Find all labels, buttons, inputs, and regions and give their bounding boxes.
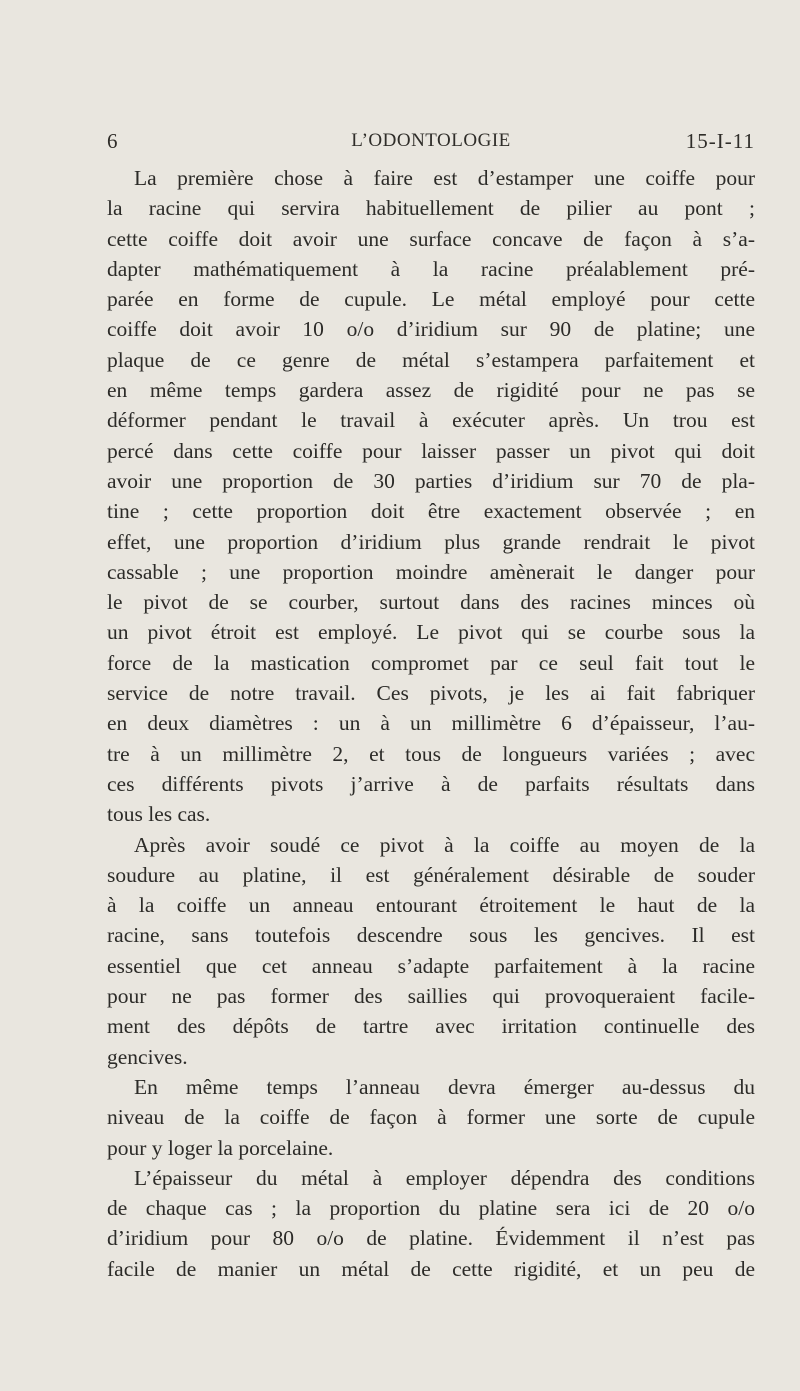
text-line: effet, une proportion d’iridium plus grande rendrait le pivot bbox=[107, 529, 755, 554]
text-line: facile de manier un métal de cette rigidité, et un peu de bbox=[107, 1256, 755, 1281]
text-line: avoir une proportion de 30 parties d’iridium sur 70 de pla- bbox=[107, 468, 755, 493]
text-line: force de la mastication compromet par ce seul fait tout le bbox=[107, 650, 755, 675]
text-line: pour ne pas former des saillies qui provoqueraient facile- bbox=[107, 984, 755, 1009]
text-line: déformer pendant le travail à exécuter après. Un trou est bbox=[107, 408, 755, 433]
text-line: dapter mathématiquement à la racine préalablement pré- bbox=[107, 256, 755, 281]
paragraph bbox=[107, 1163, 755, 1284]
text-line: En même temps l’anneau devra émerger au-dessus du bbox=[134, 1074, 755, 1099]
paragraph bbox=[107, 1072, 755, 1163]
text-line: gencives. bbox=[107, 1044, 188, 1069]
text-line: ment des dépôts de tartre avec irritation continuelle des bbox=[107, 1014, 755, 1039]
text-line: ces différents pivots j’arrive à de parfaits résultats dans bbox=[107, 771, 755, 796]
text-line: parée en forme de cupule. Le métal employé pour cette bbox=[107, 287, 755, 312]
text-line: La première chose à faire est d’estamper une coiffe pour bbox=[134, 166, 755, 190]
page-number: 6 bbox=[107, 129, 118, 153]
paragraph bbox=[107, 830, 755, 1072]
running-header bbox=[107, 128, 755, 154]
body-text bbox=[107, 163, 755, 1284]
text-line: la racine qui servira habituellement de pilier au pont ; bbox=[107, 196, 755, 221]
text-line: en deux diamètres : un à un millimètre 6 d’épaisseur, l’au- bbox=[107, 711, 755, 736]
text-line: niveau de la coiffe de façon à former une sorte de cupule bbox=[107, 1105, 755, 1130]
text-line: en même temps gardera assez de rigidité pour ne pas se bbox=[107, 378, 755, 403]
text-line: le pivot de se courber, surtout dans des racines minces où bbox=[107, 590, 755, 615]
text-line: racine, sans toutefois descendre sous les gencives. Il est bbox=[107, 923, 755, 948]
text-line: cassable ; une proportion moindre amènerait le danger pour bbox=[107, 559, 755, 584]
text-line: à la coiffe un anneau entourant étroitement le haut de la bbox=[107, 893, 755, 918]
text-line: tre à un millimètre 2, et tous de longueurs variées ; avec bbox=[107, 741, 755, 766]
journal-title: L’ODONTOLOGIE bbox=[351, 130, 511, 151]
text-line: de chaque cas ; la proportion du platine sera ici de 20 o/o bbox=[107, 1196, 755, 1221]
text-line: soudure au platine, il est généralement désirable de souder bbox=[107, 862, 755, 887]
text-line: percé dans cette coiffe pour laisser passer un pivot qui doit bbox=[107, 438, 755, 463]
text-line: un pivot étroit est employé. Le pivot qui se courbe sous la bbox=[107, 620, 755, 645]
text-line: pour y loger la porcelaine. bbox=[107, 1135, 334, 1160]
text-line: tous les cas. bbox=[107, 802, 211, 827]
text-line: plaque de ce genre de métal s’estampera parfaitement et bbox=[107, 347, 755, 372]
text-line: tine ; cette proportion doit être exactement observée ; en bbox=[107, 499, 755, 524]
text-line: essentiel que cet anneau s’adapte parfaitement à la racine bbox=[107, 953, 755, 978]
text-line: service de notre travail. Ces pivots, je les ai fait fabriquer bbox=[107, 681, 755, 706]
text-line: cette coiffe doit avoir une surface concave de façon à s’a- bbox=[107, 226, 755, 251]
text-line: L’épaisseur du métal à employer dépendra des conditions bbox=[134, 1165, 755, 1190]
text-line: Après avoir soudé ce pivot à la coiffe au moyen de la bbox=[134, 832, 755, 857]
paragraph bbox=[107, 163, 755, 830]
issue-date: 15-I-11 bbox=[685, 129, 755, 153]
text-line: d’iridium pour 80 o/o de platine. Évidemment il n’est pas bbox=[107, 1226, 755, 1251]
text-line: coiffe doit avoir 10 o/o d’iridium sur 90 de platine; une bbox=[107, 317, 755, 342]
